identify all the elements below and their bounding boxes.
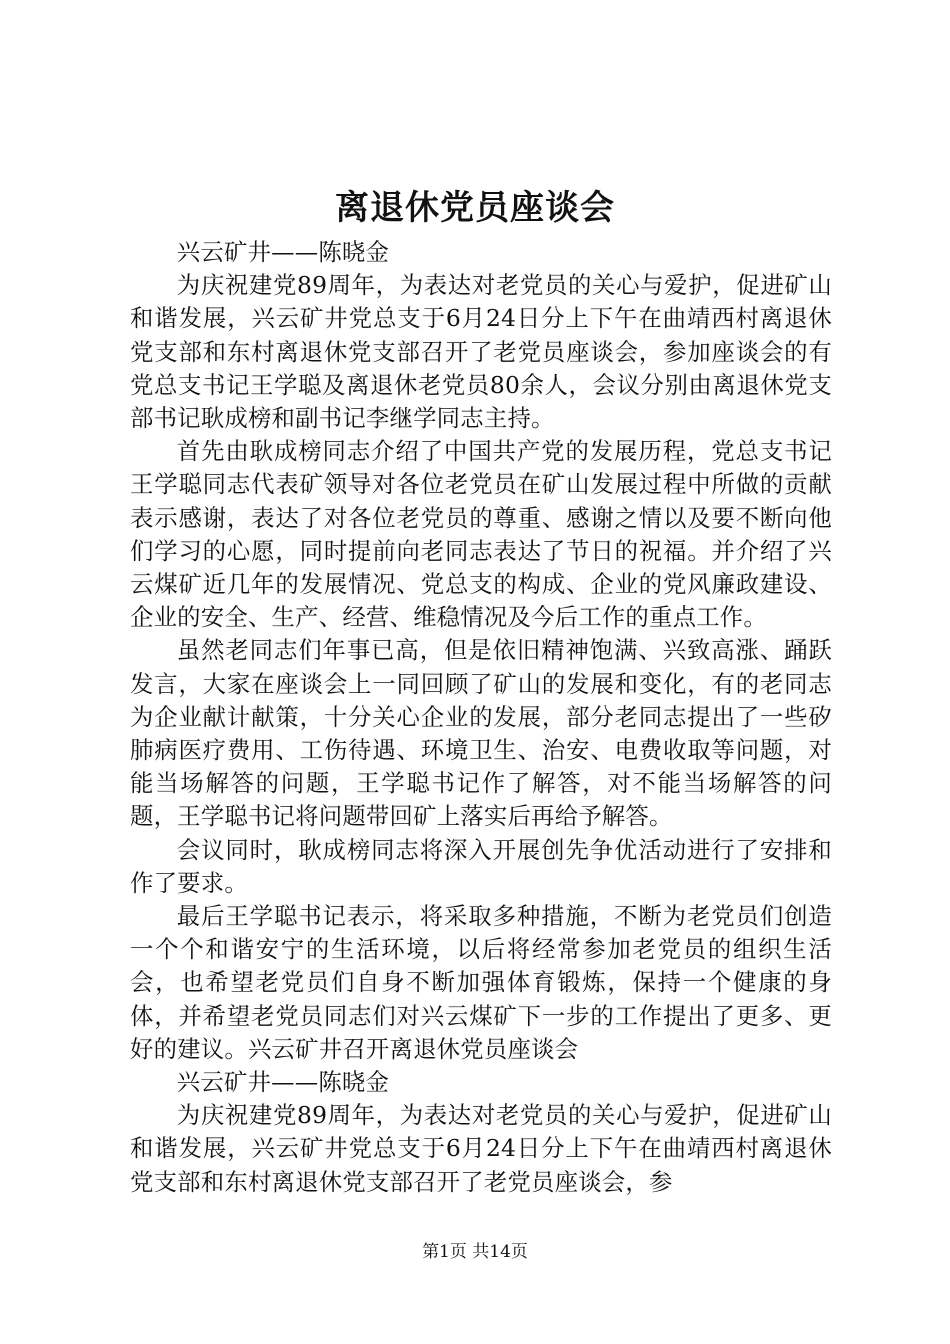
byline-paragraph: 兴云矿井——陈晓金 [176,238,390,266]
body-paragraph: 为庆祝建党89周年，为表达对老党员的关心与爱护，促进矿山和谐发展，兴云矿井党总支于6月24日分上下午在曲靖西村离退休党支部和东村离退休党支部召开了老党员座谈会，参 [130,1101,832,1196]
byline-paragraph: 兴云矿井——陈晓金 [176,1068,390,1097]
page-footer: 第1页 共14页 [422,1242,528,1262]
body-paragraph: 首先由耿成榜同志介绍了中国共产党的发展历程，党总支书记王学聪同志代表矿领导对各位老党员在矿山发展过程中所做的贡献表示感谢，表达了对各位老党员的尊重、感谢之情以及要不断向他们学习的心愿，同时提前向老同志表达了节日的祝福。并介绍了兴云煤矿近几年的发展情况、党总支的构成、企业的党风廉政建设、企业的安全、生产、经营、维稳情况及今后工作的重点工作。 [130,437,832,632]
body-paragraph: 虽然老同志们年事已高，但是依旧精神饱满、兴致高涨、踊跃发言，大家在座谈会上一同回顾了矿山的发展和变化，有的老同志为企业献计献策，十分关心企业的发展，部分老同志提出了一些矽肺病医疗费用、工伤待遇、环境卫生、治安、电费收取等问题，对能当场解答的问题，王学聪书记作了解答，对不能当场解答的问题，王学聪书记将问题带回矿上落实后再给予解答。 [130,636,832,831]
body-paragraph: 最后王学聪书记表示，将采取多种措施，不断为老党员们创造一个个和谐安宁的生活环境，以后将经常参加老党员的组织生活会，也希望老党员们自身不断加强体育锻炼，保持一个健康的身体，并希望老党员同志们对兴云煤矿下一步的工作提出了更多、更好的建议。兴云矿井召开离退休党员座谈会 [130,902,832,1063]
body-paragraph: 会议同时，耿成榜同志将深入开展创先争优活动进行了安排和作了要求。 [130,835,832,897]
document-title: 离退休党员座谈会 [335,188,615,228]
document-body [130,236,832,1199]
body-paragraph: 为庆祝建党89周年，为表达对老党员的关心与爱护，促进矿山和谐发展，兴云矿井党总支于6月24日分上下午在曲靖西村离退休党支部和东村离退休党支部召开了老党员座谈会，参加座谈会的有党总支书记王学聪及离退休老党员80余人，会议分别由离退休党支部书记耿成榜和副书记李继学同志主持。 [130,271,832,433]
